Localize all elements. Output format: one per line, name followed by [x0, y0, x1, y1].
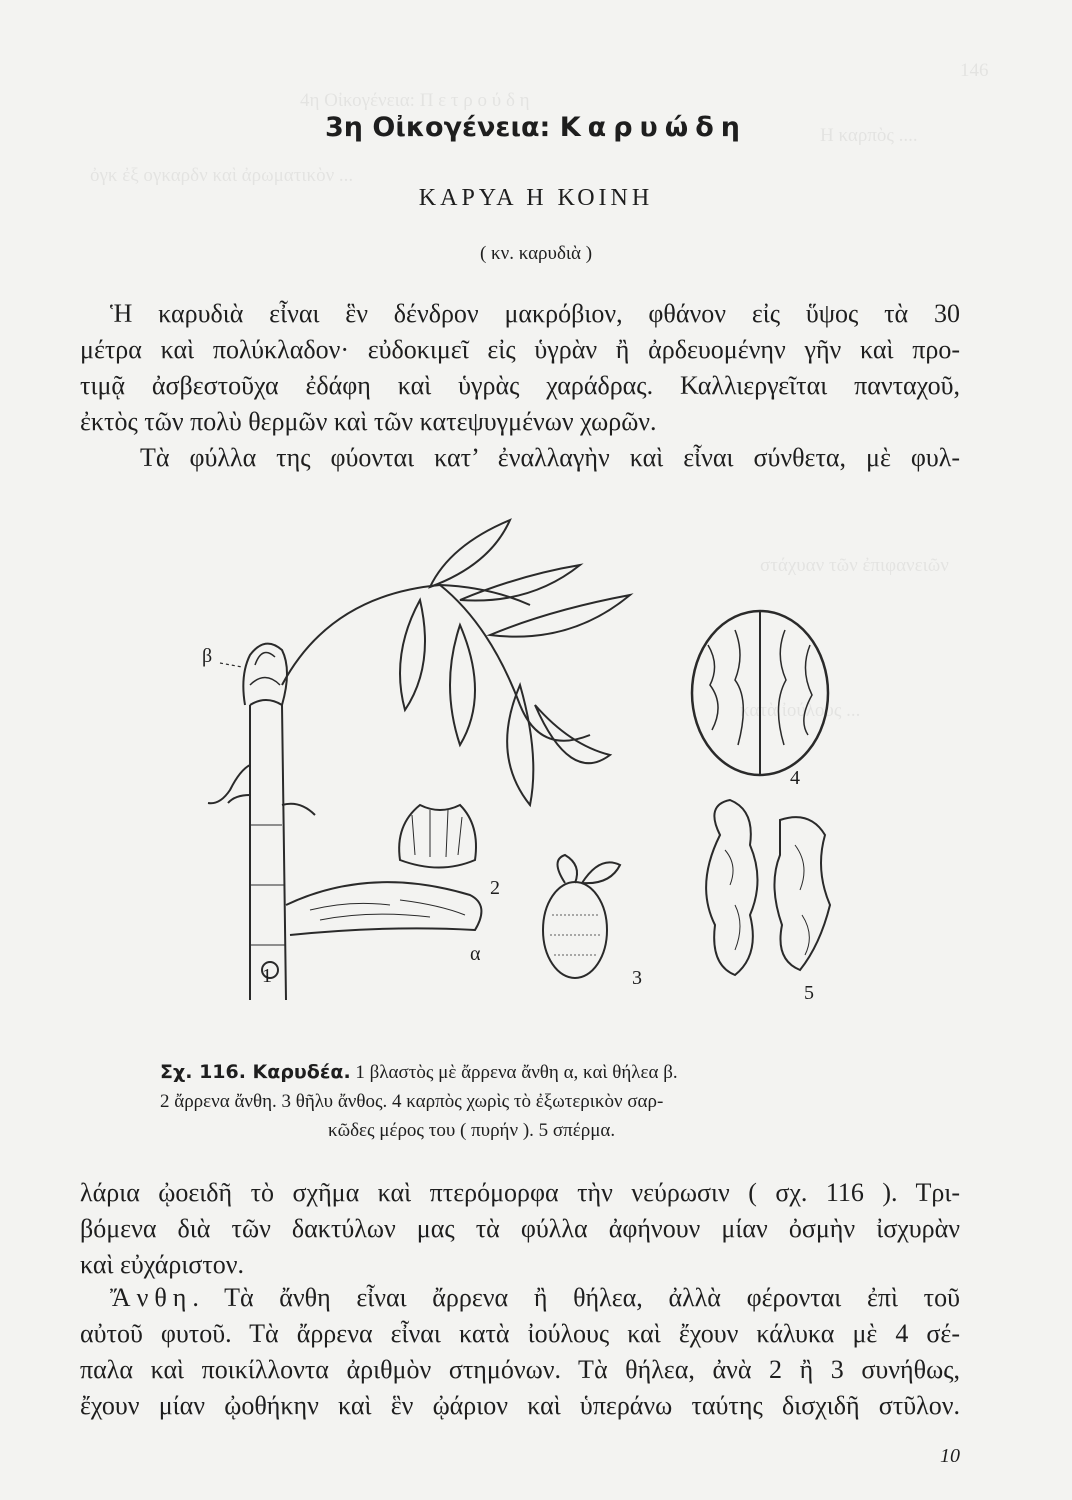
paragraph-leaves [80, 440, 960, 476]
seed-texture [725, 845, 809, 955]
text-line: ἔχουν μίαν ᾠοθήκην καὶ ἓν ᾠάριον καὶ ὑπεράνω ταύτης δισχιδῆ στῦλον. [80, 1391, 960, 1420]
bleed-through-text: 4η Οἰκογένεια: Π ε τ ρ ο ύ δ η [300, 90, 530, 111]
leaflet [400, 600, 425, 710]
figure-label-3: 3 [632, 967, 642, 989]
caption-text: 1 βλαστὸς μὲ ἄρρενα ἄνθη α, καὶ θήλεα β. [350, 1062, 678, 1083]
shoot-stem [250, 705, 286, 1000]
text-line: Ἡ καρυδιὰ εἶναι ἓν δένδρον μακρόβιον, φθάνον εἰς ὕψος τὰ 30 [110, 299, 960, 328]
text-line: αὐτοῦ φυτοῦ. Τὰ ἄρρενα εἶναι κατὰ ἰούλους καὶ ἔχουν κάλυκα μὲ 4 σέ- [80, 1319, 960, 1348]
paragraph-flowers [80, 1280, 960, 1424]
text-line: καὶ εὐχάριστον. [80, 1250, 245, 1279]
male-flower-stamens [412, 810, 462, 857]
leaflet [460, 565, 580, 601]
text-line: λάρια ᾠοειδῆ τὸ σχῆμα καὶ πτερόμορφα τὴν νεύρωσιν ( σχ. 116 ). Τρι- [80, 1178, 960, 1207]
caption-line: κῶδες μέρος του ( πυρήν ). 5 σπέρμα. [328, 1120, 616, 1141]
paragraph-intro [80, 296, 960, 440]
walnut-drawing [190, 505, 850, 1025]
figure-label-beta: β [202, 645, 213, 667]
female-flower-stigma [558, 855, 621, 883]
figure-caption [160, 1058, 910, 1145]
leaflet [490, 595, 630, 637]
family-heading-name: Καρυώδη [559, 112, 747, 143]
bleed-through-text: στάχυαν τῶν ἐπιφανειῶν [760, 555, 949, 576]
leaflet [430, 520, 510, 587]
page-number: 10 [940, 1445, 960, 1467]
figure-label-2: 2 [490, 877, 500, 899]
catkin-scales [310, 900, 465, 920]
family-heading [0, 112, 1072, 143]
paragraph-leaflets [80, 1175, 960, 1283]
beta-leader [220, 663, 242, 667]
figure-label-1: 1 [262, 965, 272, 987]
bleed-through-text: ὀγκ ἐξ ογκαρδν καὶ ἀρωματικὸν ... [90, 165, 354, 186]
female-flower [543, 882, 607, 978]
male-flower [399, 805, 476, 868]
text-line: παλα καὶ ποικίλλοντα ἀριθμὸν στημόνων. Τὰ θήλεα, ἀνὰ 2 ἢ 3 συνήθως, [80, 1355, 960, 1384]
shoot-leaf-scar [208, 765, 250, 803]
female-flowers-detail [250, 653, 280, 686]
shoot-nodes [250, 825, 285, 945]
caption-figure-number: Σχ. 116. Καρυδέα. [160, 1061, 351, 1083]
female-flower-texture [550, 915, 600, 955]
figure-label-5: 5 [804, 982, 814, 1004]
leaflet [450, 625, 475, 745]
caption-line: 2 ἄρρενα ἄνθη. 3 θῆλυ ἄνθος. 4 καρπὸς χωρὶς τὸ ἐξωτερικὸν σαρ- [160, 1091, 664, 1112]
family-heading-prefix: 3η Οἰκογένεια: [324, 112, 560, 143]
seed-half [706, 800, 757, 975]
common-name: ( κν. καρυδιὰ ) [479, 243, 593, 264]
bleed-through-text: κατὰ ἰούλους ... [740, 700, 861, 721]
caption-line [160, 1058, 910, 1087]
walnut-illustration [190, 505, 850, 1025]
shoot-leaf-scar [282, 804, 315, 815]
text-line [80, 1280, 960, 1316]
text-line: Τὰ φύλλα της φύονται κατ’ ἐναλλαγὴν καὶ εἶναι σύνθετα, μὲ φυλ- [140, 443, 960, 472]
text-line: βόμενα διὰ τῶν δακτύλων μας τὰ φύλλα ἀφήνουν μίαν ὀσμὴν ἰσχυρὰν [80, 1214, 960, 1243]
text-line: τιμᾷ ἀσβεστοῦχα ἐδάφη καὶ ὑγρὰς χαράδρας. Καλλιεργεῖται πανταχοῦ, [80, 371, 960, 400]
bleed-through-text: Η καρπὸς .... [820, 125, 918, 146]
seed-half [774, 817, 830, 970]
section-lead-word: Ἄνθη [110, 1283, 193, 1312]
text-line: ἐκτὸς τῶν πολὺ θερμῶν καὶ τῶν κατεψυγμένων χωρῶν. [80, 407, 657, 436]
bleed-through-text: 146 [960, 60, 989, 81]
text-line: μέτρα καὶ πολύκλαδον· εὐδοκιμεῖ εἰς ὑγρὰν ἢ ἀρδευομένην γῆν καὶ προ- [80, 335, 960, 364]
leaflet [535, 705, 610, 763]
figure-label-4: 4 [790, 767, 800, 789]
figure-label-alpha: α [470, 943, 481, 965]
shoot-top [250, 700, 282, 705]
text-line-rest: . Τὰ ἄνθη εἶναι ἄρρενα ἢ θήλεα, ἀλλὰ φέρονται ἐπὶ τοῦ [192, 1283, 960, 1312]
species-heading: ΚΑΡΥΑ Η ΚΟΙΝΗ [418, 185, 654, 211]
shoot-leaf-scar [228, 795, 250, 803]
